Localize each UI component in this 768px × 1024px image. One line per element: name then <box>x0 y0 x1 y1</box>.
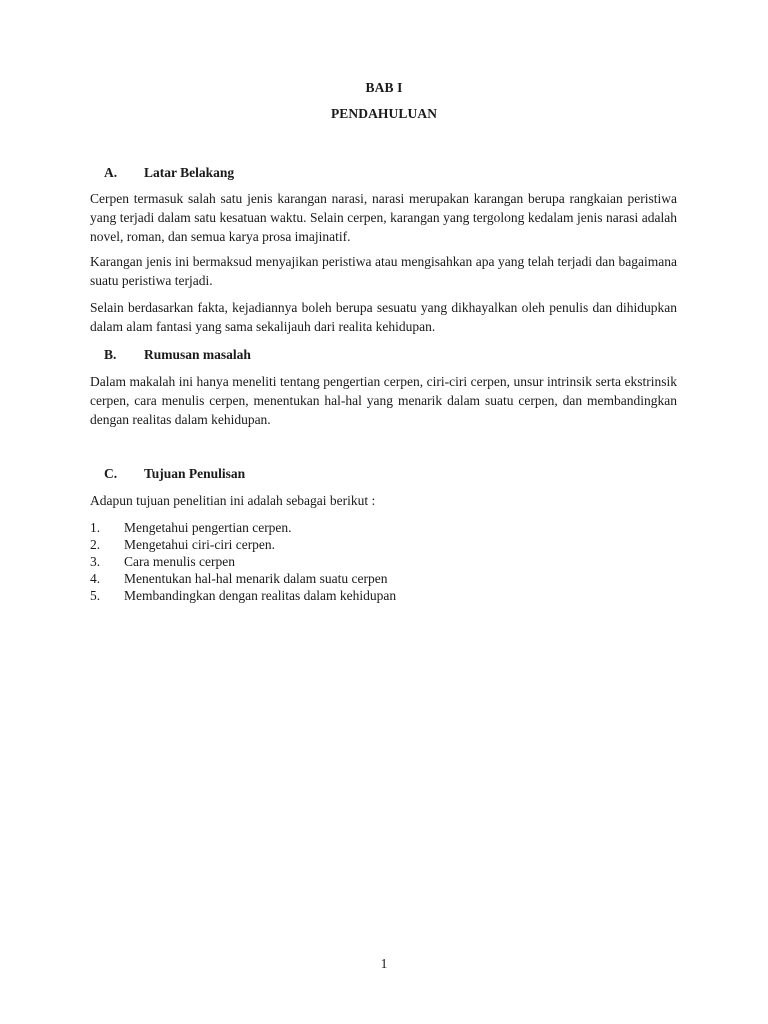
list-text: Cara menulis cerpen <box>124 554 235 569</box>
paragraph: Dalam makalah ini hanya meneliti tentang pengertian cerpen, ciri-ciri cerpen, unsur intrinsik serta ekstrinsik cerpen, cara menulis cerpen, menentukan hal-hal yang menarik dalam suatu cerpen, dan membandingkan dengan realitas dalam kehidupan. <box>90 374 677 427</box>
list-item <box>90 587 677 604</box>
paragraph: Selain berdasarkan fakta, kejadiannya boleh berupa sesuatu yang dikhayalkan oleh penulis dan dihidupkan dalam alam fantasi yang sama sekalijauh dari realita kehidupan. <box>90 300 677 334</box>
list-number: 4. <box>90 571 101 586</box>
list-text: Mengetahui ciri-ciri cerpen. <box>124 537 276 552</box>
paragraph: Karangan jenis ini bermaksud menyajikan peristiwa atau mengisahkan apa yang telah terjadi dan bagaimana suatu peristiwa terjadi. <box>90 254 677 288</box>
chapter-title: PENDAHULUAN <box>330 106 438 121</box>
chapter-number: BAB I <box>365 80 403 95</box>
list-item <box>90 536 677 553</box>
section-heading-tujuan-penulisan <box>104 464 245 483</box>
section-label: C. <box>104 466 118 481</box>
list-number: 3. <box>90 554 101 569</box>
objectives-list <box>90 519 677 604</box>
section-title: Latar Belakang <box>144 165 235 180</box>
list-item <box>90 570 677 587</box>
list-text: Mengetahui pengertian cerpen. <box>124 520 292 535</box>
list-number: 2. <box>90 537 101 552</box>
list-item <box>90 553 677 570</box>
section-title: Tujuan Penulisan <box>144 466 246 481</box>
list-text: Menentukan hal-hal menarik dalam suatu cerpen <box>124 571 388 586</box>
paragraph: Adapun tujuan penelitian ini adalah sebagai berikut : <box>90 493 376 508</box>
section-label: A. <box>104 165 118 180</box>
section-heading-latar-belakang <box>104 163 234 182</box>
list-text: Membandingkan dengan realitas dalam kehidupan <box>124 588 397 603</box>
list-item <box>90 519 677 536</box>
list-number: 1. <box>90 520 101 535</box>
paragraph: Cerpen termasuk salah satu jenis karangan narasi, narasi merupakan karangan berupa rangkaian peristiwa yang terjadi dalam satu kesatuan waktu. Selain cerpen, karangan yang tergolong kedalam jenis narasi adalah novel, roman, dan semua karya prosa imajinatif. <box>90 191 677 244</box>
section-heading-rumusan-masalah <box>104 345 251 364</box>
section-title: Rumusan masalah <box>144 347 251 362</box>
section-label: B. <box>104 347 117 362</box>
page-number: 1 <box>380 956 388 971</box>
list-number: 5. <box>90 588 101 603</box>
